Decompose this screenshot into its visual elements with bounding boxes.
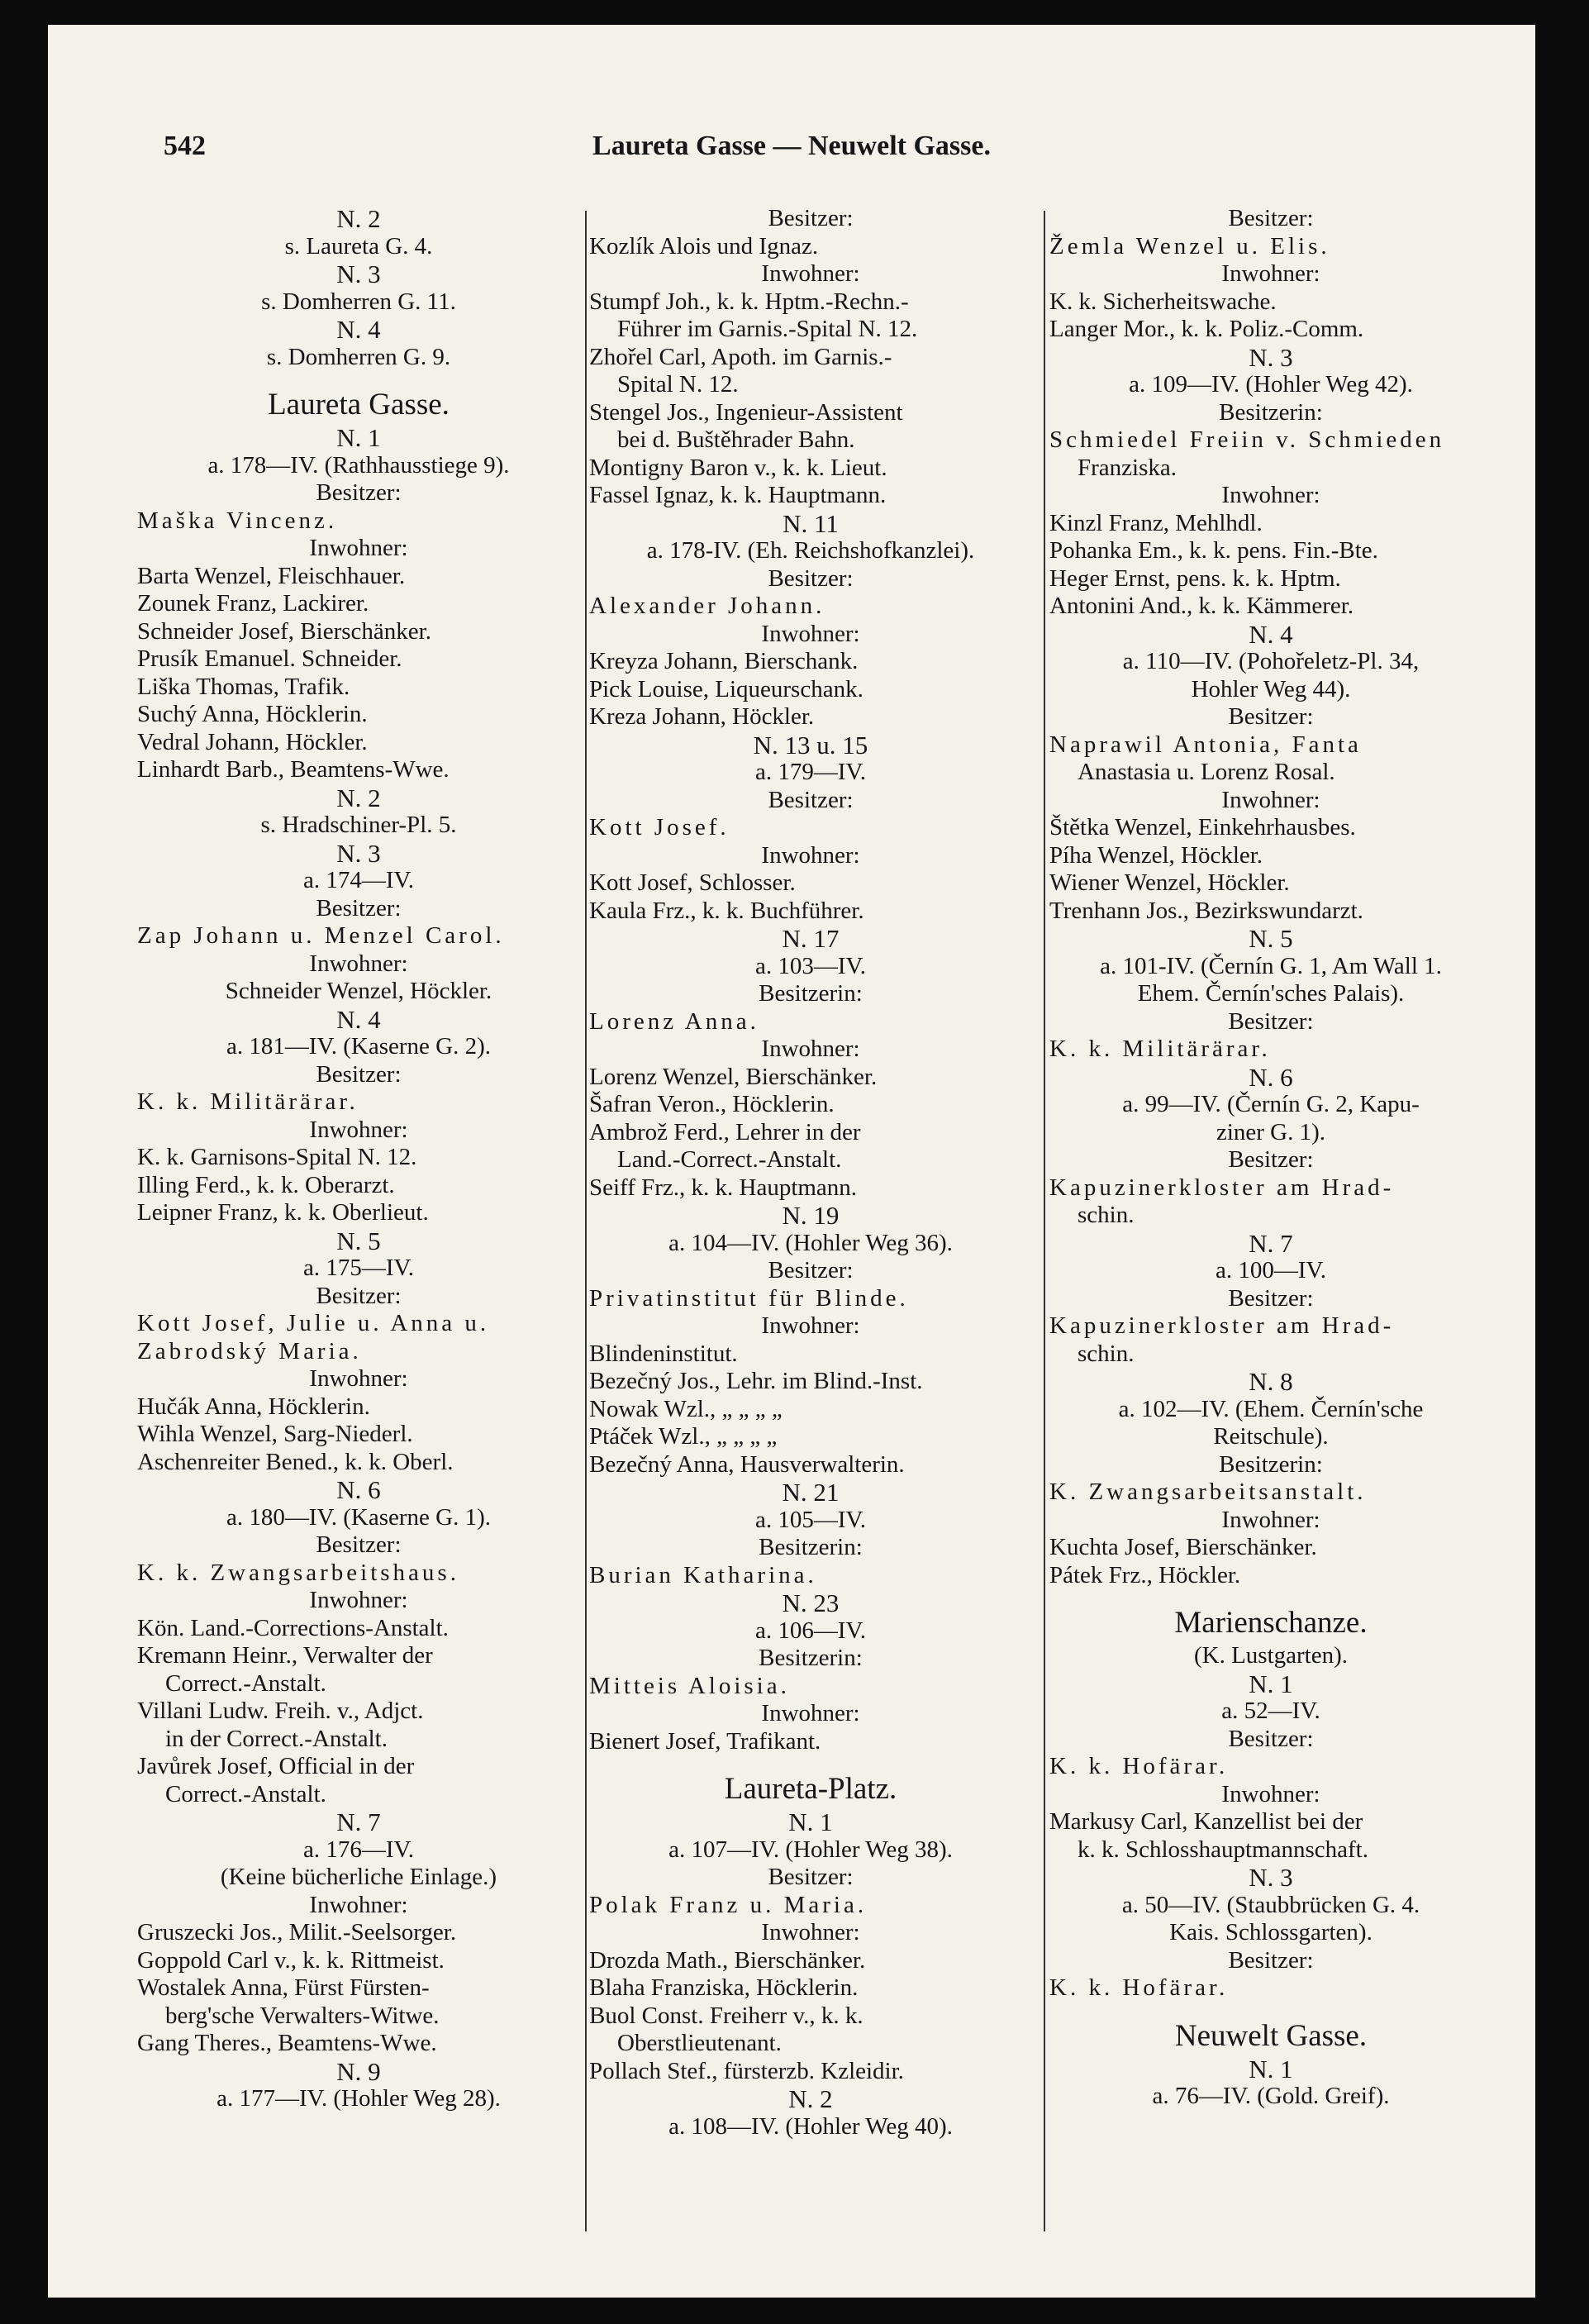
entry-line: a. 52—IV. <box>1221 1698 1320 1724</box>
entry-line: a. 178-IV. (Eh. Reichshofkanzlei). <box>646 537 975 564</box>
entry-line: Besitzer: <box>768 564 854 592</box>
entry-continuation: Anastasia u. Lorenz Rosal. <box>1078 759 1335 785</box>
entry-line: Besitzer: <box>1228 205 1314 231</box>
entry-continuation: Land.-Correct.-Anstalt. <box>617 1146 842 1173</box>
entry-line: a. 181—IV. (Kaserne G. 2). <box>226 1033 491 1060</box>
entry-line: Bezečný Anna, Hausverwalterin. <box>589 1450 905 1478</box>
entry-line: Inwohner: <box>761 1312 860 1339</box>
entry-line: Stengel Jos., Ingenieur-Assistent <box>589 398 903 426</box>
entry-line: a. 99—IV. (Černín G. 2, Kapu- <box>1122 1091 1420 1117</box>
entry-line: Wihla Wenzel, Sarg-Niederl. <box>137 1421 413 1447</box>
entry-line: Seiff Frz., k. k. Hauptmann. <box>589 1174 858 1201</box>
entry-line: ziner G. 1). <box>1216 1118 1326 1145</box>
entry-line: Wiener Wenzel, Höckler. <box>1049 869 1290 896</box>
house-number: N. 3 <box>1249 1864 1293 1892</box>
owner-name: K. k. Militärärar. <box>137 1088 359 1115</box>
street-heading: Marienschanze. <box>1174 1606 1368 1640</box>
entry-continuation: in der Correct.-Anstalt. <box>165 1725 388 1752</box>
entry-line: Prusík Emanuel. Schneider. <box>137 645 402 672</box>
owner-name: Lorenz Anna. <box>589 1007 759 1035</box>
entry-line: Inwohner: <box>309 1891 408 1918</box>
house-number: N. 4 <box>1249 620 1293 648</box>
entry-line: Kozlík Alois und Ignaz. <box>589 232 819 260</box>
house-number: N. 3 <box>336 260 381 288</box>
owner-name: Alexander Johann. <box>589 593 825 619</box>
entry-line: Besitzerin: <box>759 1534 863 1560</box>
entry-line: Inwohner: <box>761 1700 860 1726</box>
column-rule-1 <box>585 211 587 2231</box>
house-number: N. 2 <box>336 205 381 233</box>
entry-continuation: Führer im Garnis.-Spital N. 12. <box>617 316 918 342</box>
entry-line: Villani Ludw. Freih. v., Adjct. <box>137 1698 424 1724</box>
entry-line: Fassel Ignaz, k. k. Hauptmann. <box>589 482 887 508</box>
entry-line: Blindeninstitut. <box>589 1340 738 1367</box>
owner-name: Kapuzinerkloster am Hrad- <box>1049 1174 1395 1201</box>
entry-line: Langer Mor., k. k. Poliz.-Comm. <box>1049 316 1364 342</box>
entry-line: Kuchta Josef, Bierschänker. <box>1049 1534 1317 1560</box>
entry-line: Inwohner: <box>309 950 408 977</box>
owner-name: Schmiedel Freiin v. Schmieden <box>1049 426 1445 453</box>
entry-line: Pollach Stef., fürsterzb. Kzleidir. <box>589 2057 904 2084</box>
entry-line: Markusy Carl, Kanzellist bei der <box>1049 1808 1363 1835</box>
entry-line: Kreza Johann, Höckler. <box>589 703 815 730</box>
entry-line: a. 178—IV. (Rathhausstiege 9). <box>207 451 510 479</box>
entry-line: Zounek Franz, Lackirer. <box>137 590 369 617</box>
entry-line: Besitzer: <box>768 205 854 231</box>
entry-line: Besitzerin: <box>759 980 863 1007</box>
entry-line: Inwohner: <box>761 260 860 287</box>
entry-line: Aschenreiter Bened., k. k. Oberl. <box>137 1448 454 1475</box>
entry-line: a. 50—IV. (Staubbrücken G. 4. <box>1121 1891 1420 1918</box>
entry-line: Suchý Anna, Höcklerin. <box>137 701 368 727</box>
entry-line: Besitzer: <box>316 479 402 506</box>
entry-line: Besitzer: <box>1228 1725 1314 1752</box>
entry-line: a. 103—IV. <box>755 952 866 979</box>
entry-line: a. 107—IV. (Hohler Weg 38). <box>668 1836 953 1863</box>
entry-line: Kinzl Franz, Mehlhdl. <box>1049 509 1263 536</box>
entry-line: Inwohner: <box>309 535 408 561</box>
house-number: N. 7 <box>1249 1229 1293 1257</box>
entry-continuation: Spital N. 12. <box>617 371 739 398</box>
house-number: N. 2 <box>788 2085 833 2113</box>
entry-line: Nowak Wzl., „ „ „ „ <box>589 1395 783 1422</box>
entry-line: s. Laureta G. 4. <box>284 232 433 260</box>
entry-line: Trenhann Jos., Bezirkswundarzt. <box>1049 897 1363 924</box>
entry-line: Gruszecki Jos., Milit.-Seelsorger. <box>137 1919 457 1945</box>
entry-line: Kaula Frz., k. k. Buchführer. <box>589 897 864 924</box>
entry-line: Pohanka Em., k. k. pens. Fin.-Bte. <box>1049 537 1378 564</box>
entry-line: Blaha Franziska, Höcklerin. <box>589 1974 859 2001</box>
owner-name: Zabrodský Maria. <box>137 1337 362 1364</box>
house-number: N. 3 <box>336 839 381 867</box>
entry-line: Kön. Land.-Corrections-Anstalt. <box>137 1614 449 1641</box>
entry-line: Besitzerin: <box>1219 398 1323 426</box>
entry-line: Hučák Anna, Höcklerin. <box>137 1393 370 1420</box>
entry-line: Inwohner: <box>309 1116 408 1143</box>
entry-line: Bienert Josef, Trafikant. <box>589 1727 821 1755</box>
entry-line: Štětka Wenzel, Einkehrhausbes. <box>1049 814 1356 841</box>
house-number: N. 1 <box>336 424 381 452</box>
owner-name: K. k. Hofärar. <box>1049 1974 1229 2001</box>
column-rule-2 <box>1044 211 1045 2231</box>
entry-line: Inwohner: <box>1221 1506 1320 1533</box>
entry-line: a. 101-IV. (Černín G. 1, Am Wall 1. <box>1100 952 1442 979</box>
owner-name: Žemla Wenzel u. Elis. <box>1049 232 1330 260</box>
entry-line: Ehem. Černín'sches Palais). <box>1137 980 1405 1007</box>
house-number: N. 4 <box>336 316 381 344</box>
entry-line: Besitzer: <box>1228 703 1314 730</box>
owner-name: K. k. Zwangsarbeitshaus. <box>137 1559 459 1586</box>
entry-line: Inwohner: <box>761 620 860 647</box>
house-number: N. 1 <box>1249 2055 1293 2083</box>
owner-name: Kott Josef, Julie u. Anna u. <box>137 1310 490 1336</box>
entry-line: Heger Ernst, pens. k. k. Hptm. <box>1049 564 1341 592</box>
entry-line: Besitzer: <box>1228 1284 1314 1312</box>
entry-line: Buol Const. Freiherr v., k. k. <box>589 2002 863 2029</box>
entry-line: Zhořel Carl, Apoth. im Garnis.- <box>589 343 892 370</box>
house-number: N. 21 <box>782 1479 840 1507</box>
owner-name: Maška Vincenz. <box>137 507 338 534</box>
entry-line: Besitzer: <box>1228 1007 1314 1035</box>
house-number: N. 13 u. 15 <box>753 731 868 759</box>
entry-continuation: Franziska. <box>1078 454 1177 481</box>
entry-line: Ambrož Ferd., Lehrer in der <box>589 1118 861 1145</box>
owner-name: Burian Katharina. <box>589 1561 817 1588</box>
entry-line: a. 110—IV. (Pohořeletz-Pl. 34, <box>1122 648 1420 674</box>
column-1 <box>137 205 580 2113</box>
column-2 <box>589 205 1032 2141</box>
entry-line: a. 180—IV. (Kaserne G. 1). <box>226 1503 491 1531</box>
owner-name: Privatinstitut für Blinde. <box>589 1284 909 1312</box>
entry-line: Pick Louise, Liqueurschank. <box>589 675 863 702</box>
entry-line: Hohler Weg 44). <box>1191 675 1351 702</box>
entry-line: Besitzer: <box>768 786 854 813</box>
running-title: Laureta Gasse — Neuwelt Gasse. <box>592 131 991 161</box>
entry-line: Javůrek Josef, Official in der <box>137 1753 415 1779</box>
entry-continuation: schin. <box>1078 1202 1135 1228</box>
entry-line: Stumpf Joh., k. k. Hptm.-Rechn.- <box>589 288 909 315</box>
entry-line: a. 76—IV. (Gold. Greif). <box>1152 2083 1390 2109</box>
house-number: N. 7 <box>336 1808 381 1836</box>
owner-name: Polak Franz u. Maria. <box>589 1891 868 1918</box>
entry-line: Besitzer: <box>768 1864 854 1890</box>
entry-line: Schneider Josef, Bierschänker. <box>137 617 431 645</box>
house-number: N. 2 <box>336 783 381 812</box>
owner-name: K. k. Militärärar. <box>1049 1036 1271 1062</box>
house-number: N. 19 <box>782 1202 840 1230</box>
entry-line: Besitzer: <box>1228 1146 1314 1173</box>
entry-line: Besitzer: <box>316 1282 402 1309</box>
entry-line: Besitzerin: <box>1219 1450 1323 1478</box>
entry-continuation: Correct.-Anstalt. <box>165 1780 326 1807</box>
house-number: N. 9 <box>336 2057 381 2085</box>
entry-line: Inwohner: <box>1221 260 1320 287</box>
owner-name: Mitteis Aloisia. <box>589 1672 790 1699</box>
house-number: N. 6 <box>336 1476 381 1504</box>
entry-line: Besitzer: <box>1228 1946 1314 1974</box>
entry-line: Inwohner: <box>761 1919 860 1945</box>
entry-line: Illing Ferd., k. k. Oberarzt. <box>137 1171 395 1198</box>
page-number: 542 <box>164 131 206 161</box>
street-heading: Laureta Gasse. <box>268 388 450 421</box>
entry-line: Inwohner: <box>1221 482 1320 508</box>
entry-line: Besitzer: <box>768 1257 854 1283</box>
entry-line: Besitzer: <box>316 1060 402 1088</box>
entry-line: Inwohner: <box>761 1036 860 1062</box>
column-3 <box>1049 205 1492 2111</box>
house-number: N. 1 <box>788 1808 833 1836</box>
entry-line: Barta Wenzel, Fleischhauer. <box>137 562 406 589</box>
house-number: N. 23 <box>782 1589 840 1617</box>
entry-line: Kremann Heinr., Verwalter der <box>137 1642 433 1669</box>
entry-line: Píha Wenzel, Höckler. <box>1049 841 1263 869</box>
entry-continuation: k. k. Schlosshauptmannschaft. <box>1078 1836 1368 1863</box>
entry-line: Goppold Carl v., k. k. Rittmeist. <box>137 1946 445 1974</box>
house-number: N. 4 <box>336 1005 381 1033</box>
entry-line: K. k. Garnisons-Spital N. 12. <box>137 1144 417 1170</box>
entry-continuation: bei d. Buštěhrader Bahn. <box>617 426 855 453</box>
house-number: N. 3 <box>1249 343 1293 371</box>
entry-line: Gang Theres., Beamtens-Wwe. <box>137 2030 437 2056</box>
entry-line: Montigny Baron v., k. k. Lieut. <box>589 454 887 481</box>
house-number: N. 5 <box>1249 925 1293 953</box>
entry-line: Šafran Veron., Höcklerin. <box>589 1091 835 1117</box>
entry-line: a. 179—IV. <box>755 759 866 785</box>
entry-line: Kais. Schlossgarten). <box>1169 1919 1373 1945</box>
entry-line: Drozda Math., Bierschänker. <box>589 1946 866 1974</box>
entry-line: Kreyza Johann, Bierschank. <box>589 648 859 674</box>
entry-line: s. Domherren G. 11. <box>261 288 456 315</box>
entry-line: Ptáček Wzl., „ „ „ „ <box>589 1423 778 1450</box>
entry-line: s. Domherren G. 9. <box>266 343 451 370</box>
entry-line: a. 104—IV. (Hohler Weg 36). <box>668 1229 953 1256</box>
entry-line: a. 175—IV. <box>303 1255 414 1281</box>
entry-line: a. 176—IV. <box>303 1836 414 1863</box>
page-header <box>48 107 1535 174</box>
owner-name: Kott Josef. <box>589 814 730 841</box>
entry-continuation: schin. <box>1078 1340 1135 1367</box>
entry-line: Wostalek Anna, Fürst Fürsten- <box>137 1974 430 2001</box>
house-number: N. 1 <box>1249 1669 1293 1698</box>
entry-continuation: berg'sche Verwalters-Witwe. <box>165 2002 440 2029</box>
entry-line: Reitschule). <box>1213 1423 1329 1450</box>
entry-continuation: Oberstlieutenant. <box>617 2030 782 2056</box>
owner-name: Naprawil Antonia, Fanta <box>1049 731 1362 758</box>
entry-line: a. 100—IV. <box>1216 1257 1326 1283</box>
entry-line: Bezečný Jos., Lehr. im Blind.-Inst. <box>589 1368 923 1394</box>
entry-line: Besitzer: <box>316 894 402 922</box>
entry-line: Liška Thomas, Trafik. <box>137 673 350 700</box>
house-number: N. 8 <box>1249 1368 1293 1396</box>
owner-name: Zap Johann u. Menzel Carol. <box>137 922 505 949</box>
house-number: N. 11 <box>783 509 839 537</box>
entry-line: a. 109—IV. (Hohler Weg 42). <box>1129 371 1413 398</box>
entry-line: a. 105—IV. <box>755 1506 866 1533</box>
entry-line: Linhardt Barb., Beamtens-Wwe. <box>137 756 450 783</box>
entry-line: Antonini And., k. k. Kämmerer. <box>1049 593 1354 619</box>
entry-line: a. 102—IV. (Ehem. Černín'sche <box>1118 1395 1424 1422</box>
entry-line: a. 174—IV. <box>303 867 414 893</box>
entry-line: Kott Josef, Schlosser. <box>589 869 796 896</box>
street-heading: Neuwelt Gasse. <box>1174 2018 1368 2053</box>
entry-line: Inwohner: <box>309 1365 408 1392</box>
entry-line: Schneider Wenzel, Höckler. <box>225 978 492 1004</box>
entry-line: (Keine bücherliche Einlage.) <box>220 1864 497 1890</box>
entry-line: Lorenz Wenzel, Bierschänker. <box>589 1063 878 1090</box>
entry-line: Besitzerin: <box>759 1645 863 1671</box>
entry-line: (K. Lustgarten). <box>1193 1642 1349 1669</box>
owner-name: Kapuzinerkloster am Hrad- <box>1049 1312 1395 1339</box>
owner-name: K. Zwangsarbeitsanstalt. <box>1049 1479 1367 1505</box>
entry-line: K. k. Sicherheitswache. <box>1049 288 1277 315</box>
entry-line: Besitzer: <box>316 1531 402 1558</box>
entry-line: Inwohner: <box>1221 1780 1320 1807</box>
entry-line: a. 177—IV. (Hohler Weg 28). <box>216 2085 501 2112</box>
entry-line: Leipner Franz, k. k. Oberlieut. <box>137 1199 429 1226</box>
house-number: N. 6 <box>1249 1063 1293 1091</box>
entry-line: Pátek Frz., Höckler. <box>1049 1561 1241 1588</box>
entry-line: a. 108—IV. (Hohler Weg 40). <box>668 2112 953 2140</box>
entry-continuation: Correct.-Anstalt. <box>165 1669 326 1697</box>
entry-line: s. Hradschiner-Pl. 5. <box>260 812 457 838</box>
entry-line: Inwohner: <box>761 841 860 869</box>
street-heading: Laureta-Platz. <box>724 1772 897 1806</box>
entry-line: Inwohner: <box>1221 786 1320 813</box>
house-number: N. 5 <box>336 1226 381 1255</box>
entry-line: a. 106—IV. <box>755 1617 866 1644</box>
directory-page <box>48 25 1535 2298</box>
house-number: N. 17 <box>782 925 840 953</box>
entry-line: Vedral Johann, Höckler. <box>137 728 368 755</box>
owner-name: K. k. Hofärar. <box>1049 1753 1229 1779</box>
entry-line: Inwohner: <box>309 1587 408 1613</box>
